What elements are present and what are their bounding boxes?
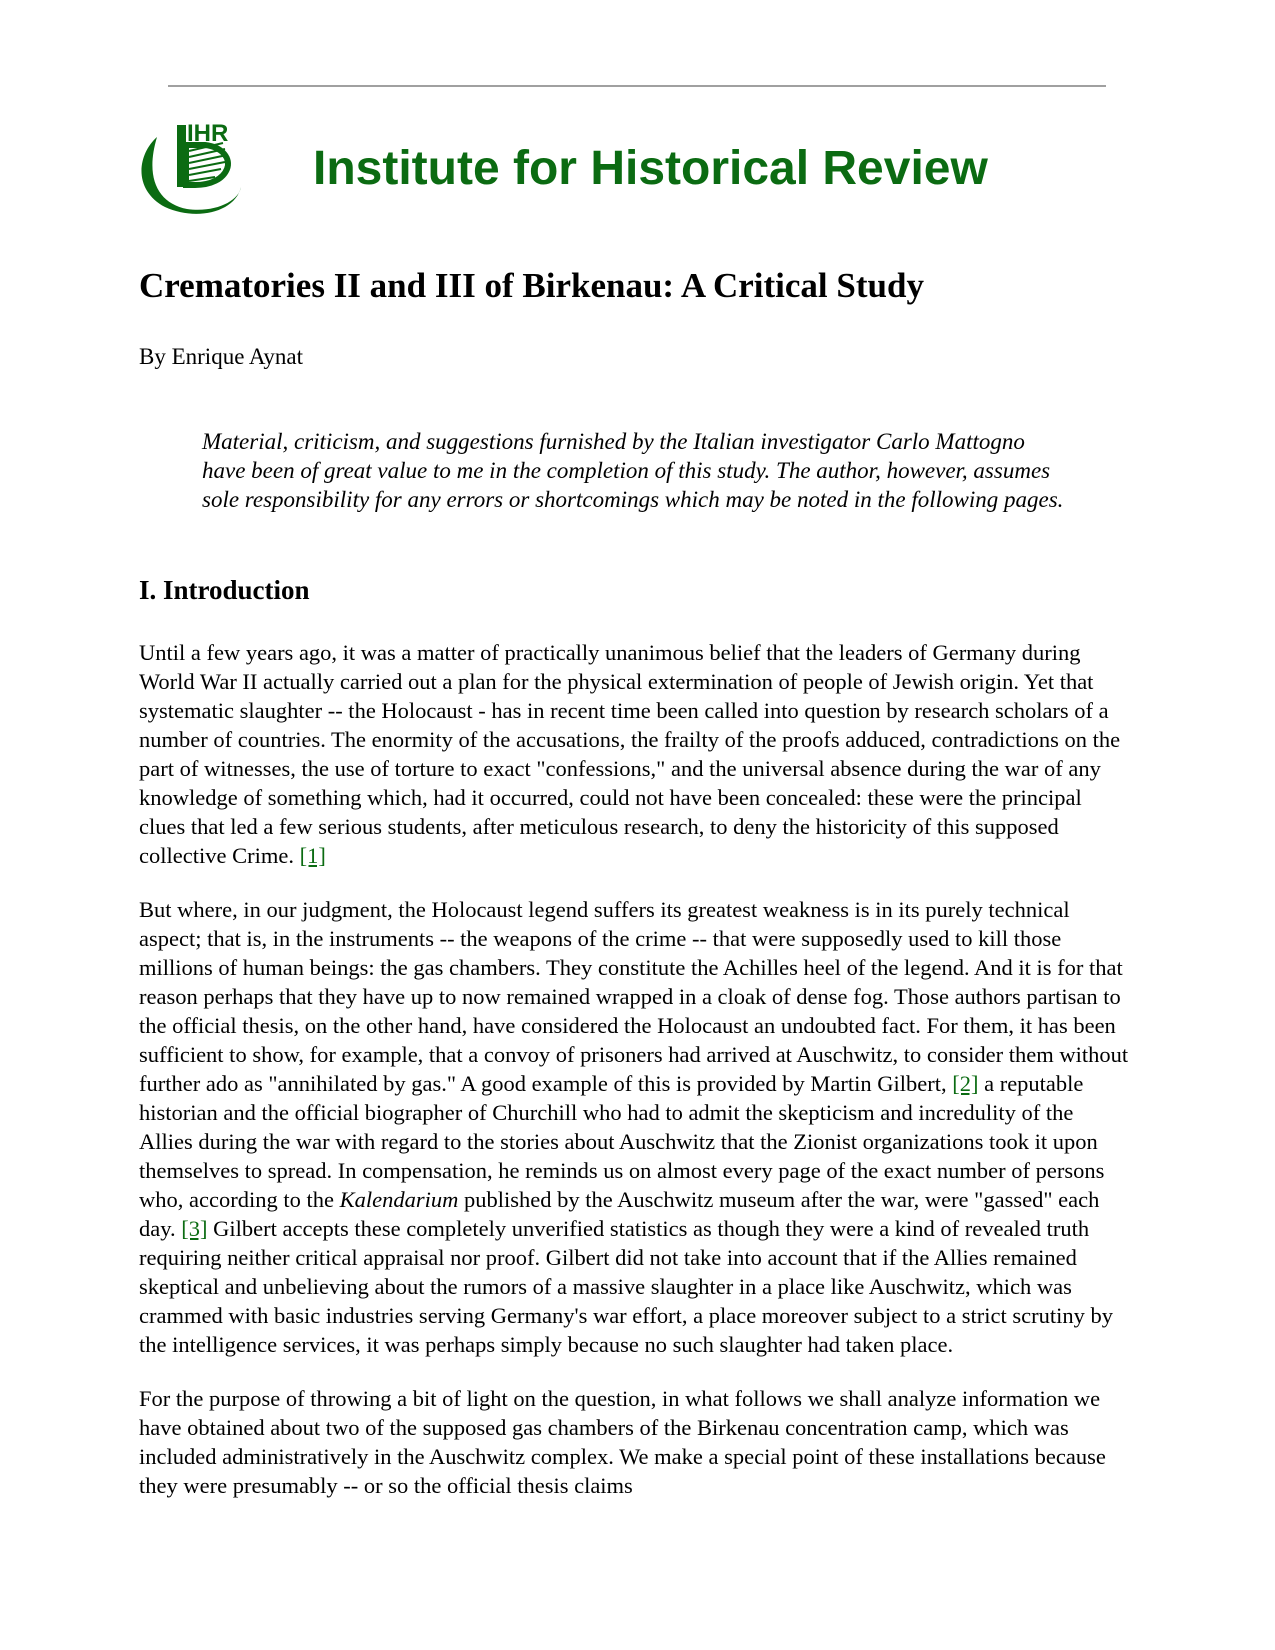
paragraph-3	[139, 1384, 1129, 1500]
ihr-logo-icon	[135, 115, 255, 225]
section-heading: I. Introduction	[139, 575, 310, 605]
footnote-link-1[interactable]: [1]	[299, 843, 326, 868]
ihr-logo[interactable]	[135, 115, 255, 225]
article-body	[139, 638, 1129, 1525]
horizontal-rule	[168, 85, 1106, 87]
footnote-link-3[interactable]: [3]	[181, 1216, 208, 1241]
paragraph-3-text: For the purpose of throwing a bit of light on the question, in what follows we shall analyze information we have obtained about two of the supposed gas chambers of the Birkenau concentration camp, which was included administratively in the Auschwitz complex. We make a special point of these installations because they were presumably -- or so the official thesis claims	[139, 1386, 1106, 1498]
paragraph-1	[139, 638, 1129, 870]
paragraph-2-text-d: Gilbert accepts these completely unverified statistics as though they were a kind of revealed truth requiring neither critical appraisal nor proof. Gilbert did not take into account that if the Allies remained skeptical and unbelieving about the rumors of a massive slaughter in a place like Auschwitz, which was crammed with basic industries serving Germany's war effort, a place moreover subject to a strict scrutiny by the intelligence services, it was perhaps simply because no such slaughter had taken place.	[139, 1216, 1113, 1357]
logo-text: IHR	[187, 120, 229, 147]
kalendarium-title: Kalendarium	[339, 1187, 459, 1212]
acknowledgment: Material, criticism, and suggestions furnished by the Italian investigator Carlo Mattogno have been of great value to me in the completion of this study. The author, however, assumes sole responsibility for any errors or shortcomings which may be noted in the following pages.	[202, 429, 1064, 512]
paragraph-1-text: Until a few years ago, it was a matter of practically unanimous belief that the leaders of Germany during World War II actually carried out a plan for the physical extermination of people of Jewish origin. Yet that systematic slaughter -- the Holocaust - has in recent time been called into question by research scholars of a number of countries. The enormity of the accusations, the frailty of the proofs adduced, contradictions on the part of witnesses, the use of torture to exact "confessions," and the universal absence during the war of any knowledge of something which, had it occurred, could not have been concealed: these were the principal clues that led a few serious students, after meticulous research, to deny the historicity of this supposed collective Crime.	[139, 640, 1121, 868]
paragraph-2-text-c: published by the Auschwitz museum after the war, were "gassed" each day.	[139, 1187, 1100, 1241]
site-header	[135, 115, 1095, 225]
site-title[interactable]: Institute for Historical Review	[313, 142, 988, 195]
byline: By Enrique Aynat	[139, 344, 303, 369]
article-title: Crematories II and III of Birkenau: A Critical Study	[139, 266, 924, 305]
paragraph-2-text-a: But where, in our judgment, the Holocaust legend suffers its greatest weakness is in its purely technical aspect; that is, in the instruments -- the weapons of the crime -- that were supposedly used to kill those millions of human beings: the gas chambers. They constitute the Achilles heel of the legend. And it is for that reason perhaps that they have up to now remained wrapped in a cloak of dense fog. Those authors partisan to the official thesis, on the other hand, have considered the Holocaust an undoubted fact. For them, it has been sufficient to show, for example, that a convoy of prisoners had arrived at Auschwitz, to consider them without further ado as "annihilated by gas." A good example of this is provided by Martin Gilbert,	[139, 897, 1129, 1096]
paragraph-2-text-b: a reputable historian and the official biographer of Churchill who had to admit the skepticism and incredulity of the Allies during the war with regard to the stories about Auschwitz that the Zionist organizations took it upon themselves to spread. In compensation, he reminds us on almost every page of the exact number of persons who, according to the	[139, 1071, 1105, 1212]
paragraph-2	[139, 895, 1129, 1359]
footnote-link-2[interactable]: [2]	[952, 1071, 979, 1096]
